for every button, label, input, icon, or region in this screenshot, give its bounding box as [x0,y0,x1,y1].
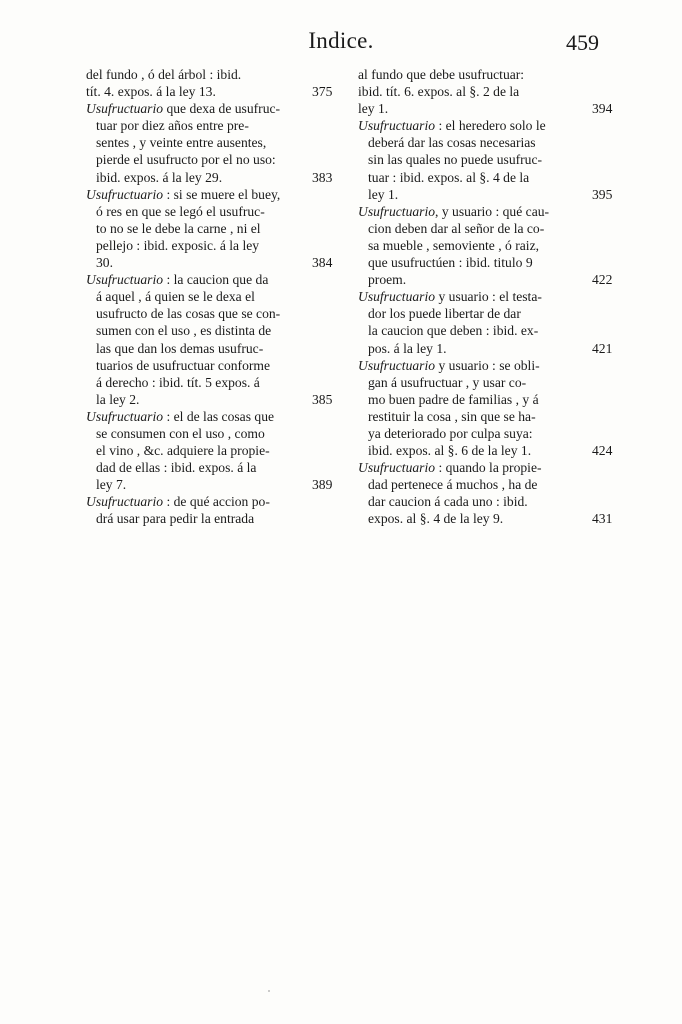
entry-heading-line [86,408,336,425]
entry-line: dad de ellas : ibid. expos. á la [96,460,257,476]
entry-line: dar caucion á cada uno : ibid. [368,494,528,510]
entry-line: mo buen padre de familias , y á [368,391,539,407]
entry-text: y usuario : se obli- [435,357,540,373]
index-entry [86,271,336,408]
index-entry [358,66,620,117]
entry-term: Usufructuario [358,118,436,134]
index-entry [86,66,336,100]
entry-term: Usufructuario [358,289,436,305]
entry-heading-line [358,117,620,134]
entry-line: usufructo de las cosas que se con- [96,306,281,322]
entry-term: Usufructuario [358,357,436,373]
page-reference: 431 [592,511,613,527]
entry-text: que dexa de usufruc- [163,101,281,117]
page-reference: 421 [592,340,613,356]
entry-line: cion deben dar al señor de la co- [368,220,545,236]
entry-heading-line [358,203,620,220]
entry-term: Usufructuario [86,101,164,117]
entry-line: tít. 4. expos. á la ley 13. [86,84,216,100]
entry-line: ley 1. [358,101,389,117]
entry-line: 30. [96,255,113,271]
page-reference: 375 [312,84,333,100]
entry-line: ya deteriorado por culpa suya: [368,425,533,441]
entry-line: to no se le debe la carne , ni el [96,220,261,236]
entry-line: drá usar para pedir la entrada [96,511,255,527]
entry-line: pierde el usufructo por el no uso: [96,152,276,168]
index-column-left [86,66,336,528]
entry-line: á aquel , á quien se le dexa el [96,289,255,305]
index-entry [86,493,336,527]
entry-heading-line [358,459,620,476]
entry-heading-line [86,493,336,510]
entry-text: y usuario : el testa- [435,289,542,305]
index-entry [358,117,620,202]
entry-line: del fundo , ó del árbol : ibid. [86,67,242,82]
entry-text: : el de las cosas que [163,408,275,424]
page-reference: 395 [592,186,613,202]
entry-line: expos. al §. 4 de la ley 9. [368,511,504,527]
entry-line: ibid. expos. á la ley 29. [96,169,223,185]
page-reference: 384 [312,255,333,271]
index-entry [358,203,620,288]
entry-line: ley 7. [96,477,127,493]
entry-line: tuar por diez años entre pre- [96,118,249,134]
index-entry [358,459,620,527]
entry-line: dad pertenece á muchos , ha de [368,477,538,493]
entry-term: Usufructuario [86,494,164,510]
entry-line: la caucion que deben : ibid. ex- [368,323,539,339]
stray-mark [268,990,270,992]
entry-line: las que dan los demas usufruc- [96,340,264,356]
index-column-right [358,66,620,528]
entry-line: gan á usufructuar , y usar co- [368,374,527,390]
index-entry [358,288,620,356]
entry-term: Usufructuario [358,460,436,476]
entry-text: , y usuario : qué cau- [435,203,550,219]
entry-line: sin las quales no puede usufruc- [368,152,543,168]
index-entry [358,357,620,460]
entry-line: ó res en que se legó el usufruc- [96,203,265,219]
entry-line: la ley 2. [96,391,140,407]
page-reference: 389 [312,477,333,493]
entry-text: : el heredero solo le [435,118,546,134]
entry-line: el vino , &c. adquiere la propie- [96,443,270,459]
index-entry [86,100,336,185]
entry-heading-line [86,186,336,203]
entry-line: ibid. expos. al §. 6 de la ley 1. [368,443,532,459]
entry-line: pellejo : ibid. exposic. á la ley [96,237,260,253]
page-reference: 422 [592,272,613,288]
page-reference: 383 [312,169,333,185]
page-reference: 424 [592,443,613,459]
entry-line: ibid. tít. 6. expos. al §. 2 de la [358,84,520,100]
entry-line: sa mueble , semoviente , ó raiz, [368,237,539,253]
entry-line: dor los puede libertar de dar [368,306,521,322]
entry-line: sentes , y veinte entre ausentes, [96,135,267,151]
index-entry [86,186,336,271]
entry-term: Usufructuario [358,203,436,219]
entry-line: pos. á la ley 1. [368,340,447,356]
entry-heading-line [358,357,620,374]
index-entry [86,408,336,493]
entry-line: deberá dar las cosas necesarias [368,135,536,151]
entry-text: : quando la propie- [435,460,542,476]
entry-line: que usufructúen : ibid. titulo 9 [368,255,533,271]
entry-heading-line [86,100,336,117]
page-reference: 394 [592,101,613,117]
entry-line: tuarios de usufructuar conforme [96,357,271,373]
entry-line: se consumen con el uso , como [96,425,265,441]
entry-line: sumen con el uso , es distinta de [96,323,272,339]
page-title: Indice. [308,28,374,53]
page-number: 459 [566,30,599,55]
entry-line: al fundo que debe usufructuar: [358,67,525,82]
entry-text: : la caucion que da [163,272,269,288]
entry-text: : de qué accion po- [163,494,270,510]
entry-line: ley 1. [368,186,399,202]
entry-text: : si se muere el buey, [163,186,281,202]
entry-line: restituir la cosa , sin que se ha- [368,408,536,424]
entry-heading-line [86,271,336,288]
entry-term: Usufructuario [86,186,164,202]
entry-term: Usufructuario [86,272,164,288]
entry-heading-line [358,288,620,305]
entry-term: Usufructuario [86,408,164,424]
entry-line: proem. [368,272,407,288]
entry-line: á derecho : ibid. tít. 5 expos. á [96,374,260,390]
page-reference: 385 [312,391,333,407]
entry-line: tuar : ibid. expos. al §. 4 de la [368,169,530,185]
